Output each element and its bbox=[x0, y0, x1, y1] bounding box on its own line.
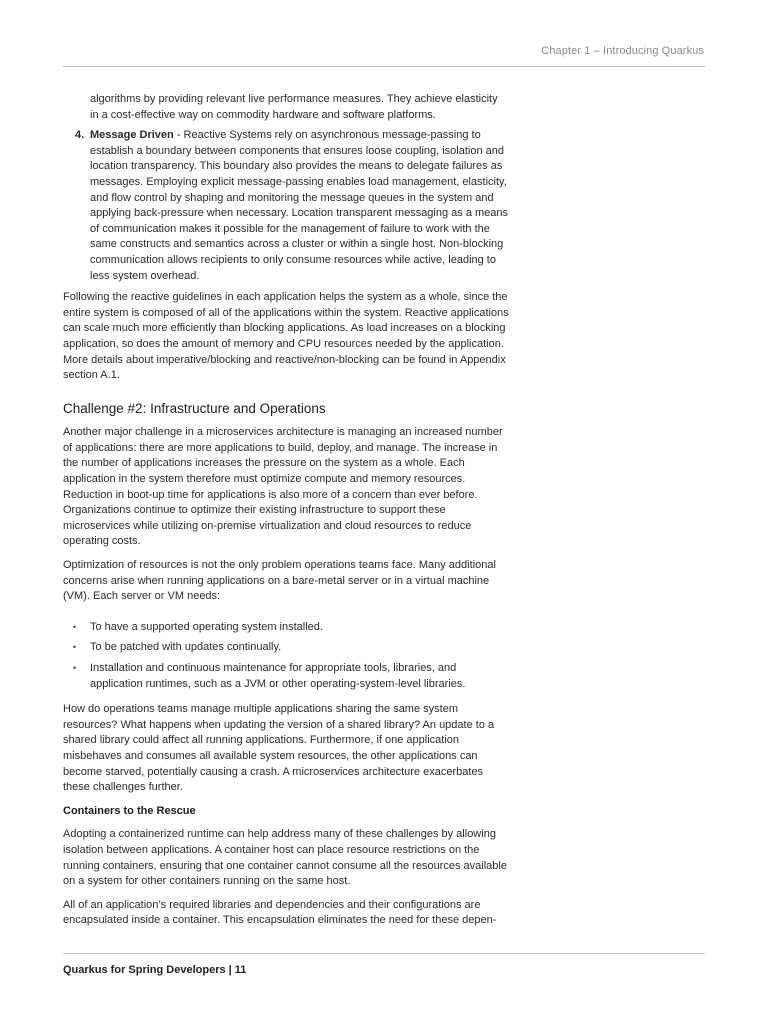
paragraph-reactive-guidelines: Following the reactive guidelines in each application helps the system as a whole, since the entire system is composed of all of the applications within the system. Reactive applications can scale much more efficiently than blocking applications. As load increases on a blocking application, so does the amount of memory and CPU resources needed by the application. More details about imperative/blocking and reactive/non-blocking can be found in Appendix section A.1. bbox=[63, 291, 509, 382]
bullet-icon: • bbox=[73, 663, 77, 673]
chapter-title: Chapter 1 – Introducing Quarkus bbox=[541, 45, 704, 57]
bullet-icon: • bbox=[73, 642, 77, 653]
header-divider bbox=[63, 66, 705, 67]
paragraph-containerized-runtime: Adopting a containerized runtime can help address many of these challenges by allowing isolation between applications. A container host can place resource restrictions on the running containers, ensuring that one container cannot consume all the resources available on a system for other containers running on the same host. bbox=[63, 828, 507, 888]
continued-paragraph: algorithms by providing relevant live performance measures. They achieve elasticity in a cost-effective way on commodity hardware and software platforms. bbox=[90, 93, 498, 121]
bullet-list bbox=[63, 620, 509, 692]
subsection-heading-containers: Containers to the Rescue bbox=[63, 804, 196, 817]
paragraph-major-challenge: Another major challenge in a microservices architecture is managing an increased number of applications: there are more applications to build, deploy, and manage. The increase in the number of applications increases the pressure on the system as a whole. Each application in the system therefore must optimize compute and memory resources. Reduction in boot-up time for applications is also more of a concern than ever before. Organizations continue to optimize their existing infrastructure to support these microservices while utilizing on-premise virtualization and cloud resources to reduce operating costs. bbox=[63, 426, 503, 548]
footer-title: Quarkus for Spring Developers | 11 bbox=[63, 964, 247, 976]
footer-divider bbox=[63, 953, 705, 954]
section-heading-challenge: Challenge #2: Infrastructure and Operations bbox=[63, 400, 326, 416]
list-item-text: - Reactive Systems rely on asynchronous message-passing to establish a boundary between components that ensures loose coupling, isolation and location transparency. This boundary also provides the means to delegate failures as messages. Employing explicit message-passing enables load management, elasticity, and flow control by shaping and monitoring the message queues in the system and applying back-pressure when necessary. Location transparent messaging as a means of communication makes it possible for the management of failure to work with the same constructs and semantics across a cluster or within a single host. Non-blocking communication allows recipients to only consume resources while active, leading to less system overhead. bbox=[90, 129, 509, 282]
page-body bbox=[63, 92, 509, 937]
paragraph-encapsulation: All of an application’s required libraries and dependencies and their configurations are encapsulated inside a container. This encapsulation eliminates the need for these depen- bbox=[63, 898, 497, 927]
bullet-icon: • bbox=[73, 621, 77, 632]
list-item: • To have a supported operating system installed. bbox=[63, 620, 509, 636]
paragraph-optimization: Optimization of resources is not the only problem operations teams face. Many additional concerns arise when running applications on a bare-metal server or in a virtual machine (VM). Each server or VM needs: bbox=[63, 559, 496, 603]
list-item-title: Message Driven bbox=[90, 129, 174, 142]
list-item-number: 4. bbox=[75, 129, 85, 142]
paragraph-operations-teams: How do operations teams manage multiple applications sharing the same system resources? What happens when updating the version of a shared library? An update to a shared library could affect all running applications. Furthermore, if one application misbehaves and consumes all available system resources, the other applications can become starved, potentially causing a crash. A microservices architecture exacerbates these challenges further. bbox=[63, 703, 495, 794]
list-item-message-driven bbox=[63, 128, 509, 284]
list-item: • To be patched with updates continually. bbox=[63, 640, 509, 656]
list-item: • Installation and continuous maintenance for appropriate tools, libraries, and application runtimes, such as a JVM or other operating-system-level libraries. bbox=[73, 662, 466, 690]
